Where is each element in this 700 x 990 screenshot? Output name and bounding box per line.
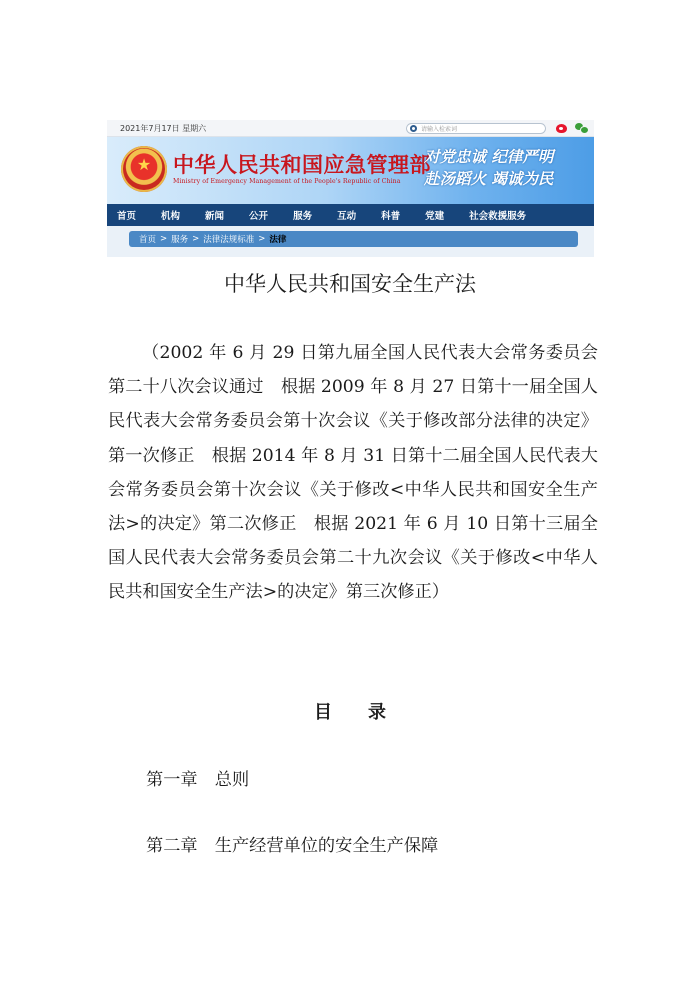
main-nav [107,204,594,226]
agency-name: 中华人民共和国应急管理部 [173,153,431,177]
breadcrumb-current-laws: 法律 [269,235,287,245]
breadcrumb-separator: > [258,234,266,244]
document-title: 中华人民共和国安全生产法 [224,272,476,296]
weibo-icon[interactable] [556,124,567,133]
search-box[interactable] [406,123,546,134]
nav-item-institutions[interactable]: 机构 [161,211,181,222]
top-bar [107,120,594,137]
breadcrumb-separator: > [192,234,200,244]
breadcrumb-separator: > [160,234,168,244]
search-icon[interactable] [410,125,417,132]
toc-heading: 目 录 [314,702,386,723]
toc-item-chapter-2: 第二章 生产经营单位的安全生产保障 [146,836,439,856]
slogan [424,146,594,190]
breadcrumb-services[interactable]: 服务 [171,235,189,245]
search-placeholder: 请输入检索词 [421,125,458,133]
agency-name-en: Ministry of Emergency Management of the People's Republic of China [173,178,401,185]
law-amendment-preamble: （2002 年 6 月 29 日第九届全国人民代表大会常务委员会第二十八次会议通过 根据 2009 年 8 月 27 日第十一届全国人民代表大会常务委员会第十次会议《关于修改部分法律的决定》第一次修正 根据 2014 年 8 月 31 日第十二届全国人民代表大会常务委员会第十次会议《关于修改<中华人民共和国安全生产法>的决定》第二次修正 根据 2021 年 6 月 10 日第十三届全国人民代表大会常务委员会第二十九次会议《关于修改<中华人民共和国安全生产法>的决定》第三次修正） [108,343,598,603]
nav-item-science[interactable]: 科普 [381,211,401,222]
site-banner [107,137,594,204]
slogan-line-1: 对党忠诚 纪律严明 [424,147,554,166]
breadcrumb-area [107,226,594,257]
breadcrumb [129,231,578,247]
nav-item-home[interactable]: 首页 [117,211,137,222]
nav-item-rescue-services[interactable]: 社会救援服务 [469,211,527,222]
slogan-line-2: 赴汤蹈火 竭诚为民 [424,169,554,188]
nav-item-news[interactable]: 新闻 [205,211,225,222]
current-date: 2021年7月17日 星期六 [120,123,207,133]
nav-item-party[interactable]: 党建 [425,211,445,222]
social-links [556,123,594,133]
nav-item-public[interactable]: 公开 [249,211,269,222]
national-emblem-icon [121,146,167,192]
nav-item-interaction[interactable]: 互动 [337,211,357,222]
toc-item-chapter-1: 第一章 总则 [146,770,250,790]
nav-item-services[interactable]: 服务 [293,211,313,222]
breadcrumb-laws-standards[interactable]: 法律法规标准 [203,235,255,245]
website-header-screenshot [107,120,594,257]
breadcrumb-home[interactable]: 首页 [139,235,157,245]
wechat-icon[interactable] [575,123,588,133]
